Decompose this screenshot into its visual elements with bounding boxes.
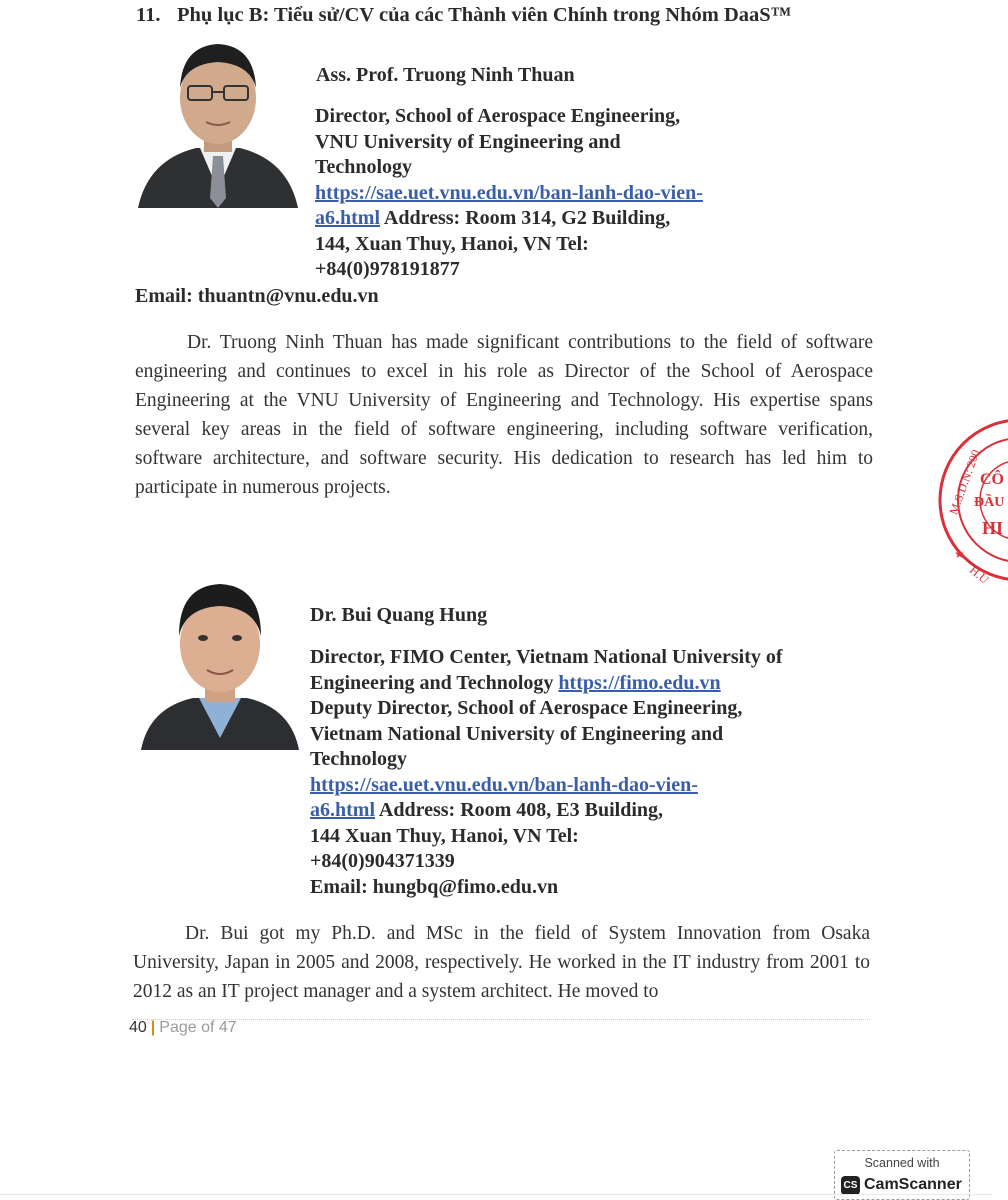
job-title-text: Engineering and Technology bbox=[310, 671, 559, 694]
job-title-line: Deputy Director, School of Aerospace Engineering, bbox=[310, 697, 743, 719]
job-title-line: Director, School of Aerospace Engineering, bbox=[315, 105, 681, 127]
bio-paragraph: Dr. Truong Ninh Thuan has made significant contributions to the field of software engineering and continues to excel in his role as Director of the School of Aerospace Engineering at the VNU University of Engineering and Technology. His expertise spans several key areas in the field of software engineering, including software verification, software architecture, and software security. His dedication to research has led him to participate in numerous projects. bbox=[135, 332, 873, 498]
camscanner-watermark bbox=[834, 1150, 970, 1200]
profile-link-continued[interactable]: a6.html bbox=[315, 207, 380, 229]
page-footer bbox=[129, 1019, 237, 1037]
bottom-edge-line bbox=[0, 1194, 993, 1195]
person-name: Dr. Bui Quang Hung bbox=[310, 604, 488, 626]
address-line: 144, Xuan Thuy, Hanoi, VN Tel: bbox=[315, 232, 589, 255]
stamp-seal-icon bbox=[938, 418, 1008, 587]
svg-text:CÔ: CÔ bbox=[980, 471, 1004, 488]
svg-text:HI: HI bbox=[982, 518, 1004, 538]
svg-text:M.S.D.N: 200: M.S.D.N: 200 bbox=[946, 447, 983, 517]
address-text: Address: Room 314, G2 Building, bbox=[380, 207, 671, 229]
address-line: 144 Xuan Thuy, Hanoi, VN Tel: bbox=[310, 824, 579, 847]
job-title-line: Vietnam National University of Engineering and bbox=[310, 722, 724, 745]
person-name: Ass. Prof. Truong Ninh Thuan bbox=[316, 64, 575, 86]
person-details bbox=[315, 104, 755, 283]
footer-divider bbox=[132, 1019, 870, 1020]
job-title-line: Technology bbox=[310, 748, 408, 770]
page-number: 40 bbox=[129, 1019, 147, 1036]
footer-separator: | bbox=[150, 1019, 156, 1036]
job-title-line: Technology bbox=[315, 156, 413, 178]
job-title-line: VNU University of Engineering and bbox=[315, 130, 621, 153]
section-number: 11. bbox=[136, 4, 161, 26]
portrait-illustration bbox=[141, 580, 299, 754]
portrait-photo-truong-ninh-thuan bbox=[138, 38, 298, 212]
svg-text:H.U: H.U bbox=[966, 562, 992, 587]
bio-paragraph: Dr. Bui got my Ph.D. and MSc in the field of System Innovation from Osaka University, Japan in 2005 and 2008, respectively. He worked in the IT industry from 2001 to 2012 as an IT project manager and a system architect. He moved to bbox=[133, 923, 870, 1002]
email-line: Email: thuantn@vnu.edu.vn bbox=[135, 285, 379, 307]
svg-text:★: ★ bbox=[954, 547, 965, 561]
portrait-photo-bui-quang-hung bbox=[141, 580, 299, 754]
camscanner-logo-icon: CS bbox=[841, 1176, 860, 1195]
svg-text:ĐẦU: ĐẦU bbox=[974, 495, 1005, 510]
address-text: Address: Room 408, E3 Building, bbox=[375, 799, 664, 821]
camscanner-brand: CamScanner bbox=[864, 1176, 962, 1193]
scanned-with-label: Scanned with bbox=[864, 1156, 940, 1170]
profile-link[interactable]: https://sae.uet.vnu.edu.vn/ban-lanh-dao-vien- bbox=[310, 773, 698, 796]
section-heading bbox=[136, 4, 791, 27]
page-of-text: Page of 47 bbox=[159, 1019, 237, 1036]
person-details bbox=[310, 645, 870, 900]
phone-number: +84(0)904371339 bbox=[310, 850, 455, 872]
profile-link-continued[interactable]: a6.html bbox=[310, 799, 375, 821]
profile-link[interactable]: https://sae.uet.vnu.edu.vn/ban-lanh-dao-vien- bbox=[315, 181, 703, 204]
portrait-illustration bbox=[138, 38, 298, 212]
official-stamp bbox=[938, 418, 1008, 587]
email-line: Email: hungbq@fimo.edu.vn bbox=[310, 875, 559, 898]
phone-number: +84(0)978191877 bbox=[315, 258, 460, 280]
section-title: Phụ lục B: Tiểu sử/CV của các Thành viên Chính trong Nhóm DaaS™ bbox=[177, 4, 792, 26]
job-title-line: Director, FIMO Center, Vietnam National University of bbox=[310, 646, 783, 668]
fimo-link[interactable]: https://fimo.edu.vn bbox=[558, 671, 721, 694]
